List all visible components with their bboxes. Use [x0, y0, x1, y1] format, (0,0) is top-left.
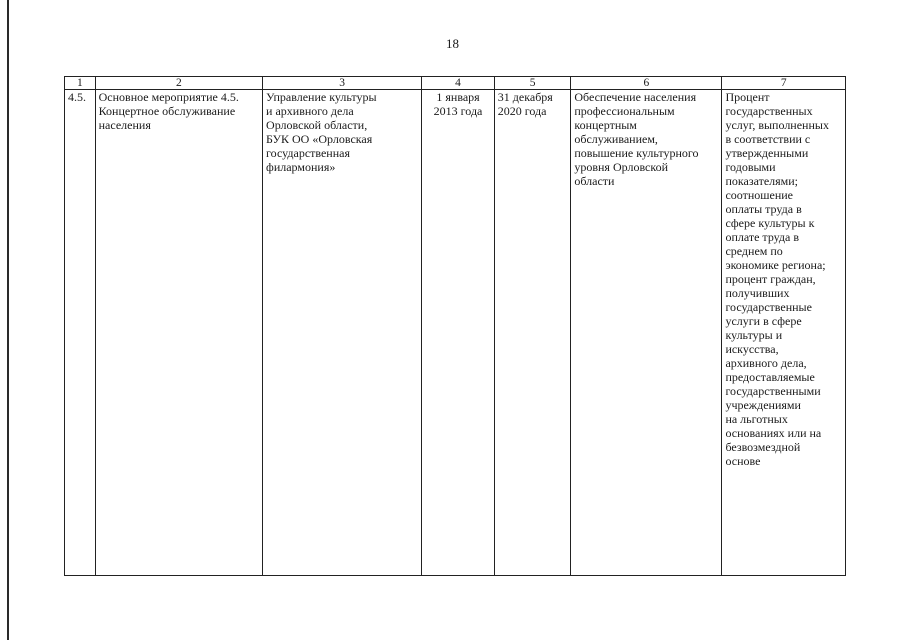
- row-number-cell: 4.5.: [65, 90, 96, 576]
- column-number-7: 7: [722, 77, 846, 90]
- column-number-5: 5: [494, 77, 571, 90]
- end-date-cell: 31 декабря 2020 года: [494, 90, 571, 576]
- event-name-cell: Основное мероприятие 4.5. Концертное обслуживание населения: [95, 90, 262, 576]
- executor-cell: Управление культуры и архивного дела Орловской области, БУК ОО «Орловская государственная филармония»: [263, 90, 422, 576]
- column-number-4: 4: [422, 77, 494, 90]
- column-number-3: 3: [263, 77, 422, 90]
- column-number-6: 6: [571, 77, 722, 90]
- indicator-cell: Процент государственных услуг, выполненных в соответствии с утвержденными годовыми показателями; соотношение оплаты труда в сфере культуры к оплате труда в среднем по экономике региона; процент граждан, получивших государственные услуги в сфере культуры и искусства, архивного дела, предоставляемые государственными учреждениями на льготных основаниях или на безвозмездной основе: [722, 90, 846, 576]
- column-number-1: 1: [65, 77, 96, 90]
- column-number-row: [65, 77, 846, 90]
- table-row: [65, 90, 846, 576]
- page-left-edge-line: [7, 0, 9, 640]
- page-number: 18: [446, 36, 459, 51]
- column-number-2: 2: [95, 77, 262, 90]
- start-date-cell: 1 января 2013 года: [422, 90, 494, 576]
- program-table: [64, 76, 846, 576]
- expected-result-cell: Обеспечение населения профессиональным концертным обслуживанием, повышение культурного уровня Орловской области: [571, 90, 722, 576]
